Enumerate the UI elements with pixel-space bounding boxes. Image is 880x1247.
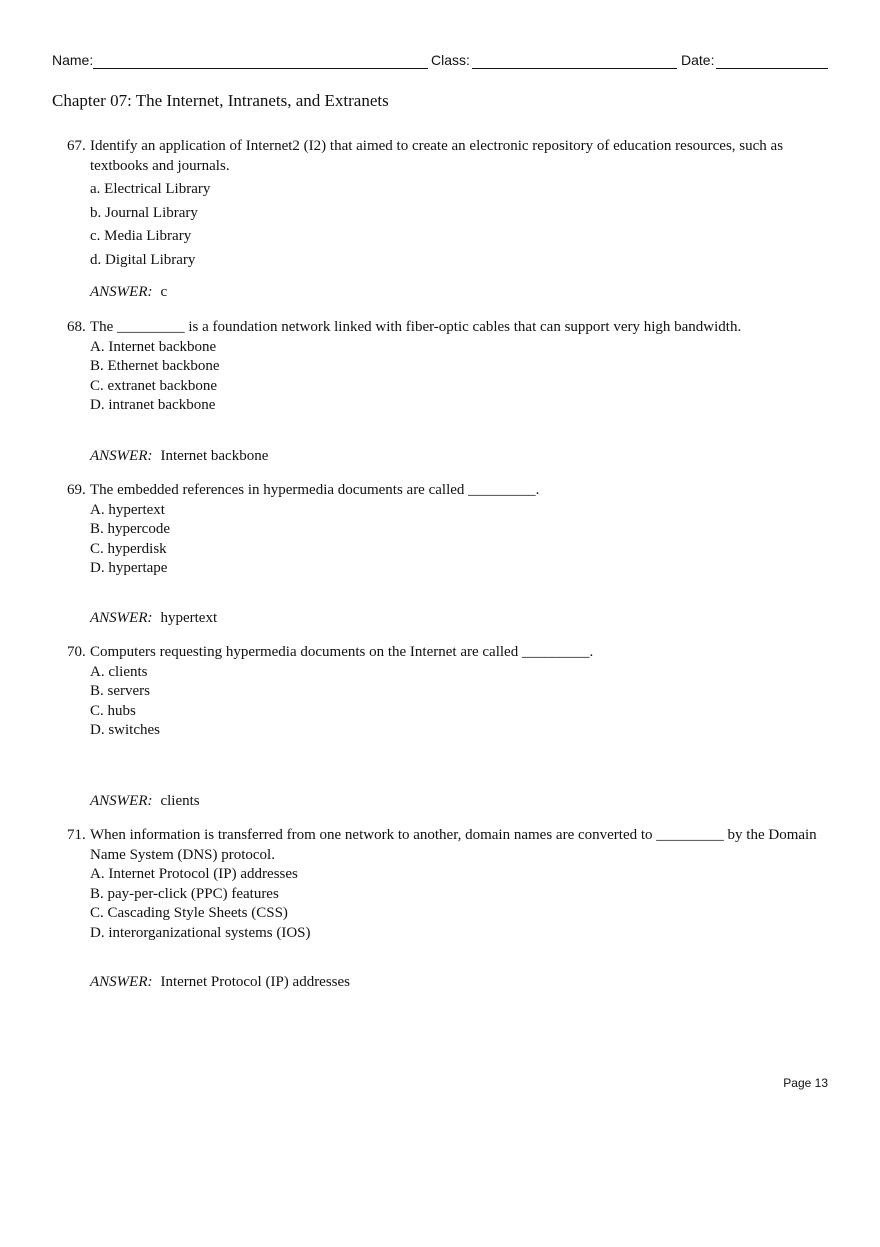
question-67 [67, 137, 835, 272]
question-70 [67, 643, 835, 741]
question-stem [67, 137, 835, 176]
question-number: 68. [67, 319, 86, 335]
option-a: a. Electrical Library [90, 181, 211, 197]
chapter-title: Chapter 07: The Internet, Intranets, and Extranets [52, 91, 389, 110]
answer-label: ANSWER: [90, 610, 153, 626]
option-b: B. hypercode [90, 521, 170, 537]
page-number: Page 13 [783, 1076, 828, 1090]
question-number: 70. [67, 644, 86, 660]
question-stem [67, 643, 835, 663]
answer-71 [90, 974, 350, 991]
option-b: b. Journal Library [90, 204, 198, 221]
option-c: C. hubs [90, 702, 136, 719]
option-d: D. interorganizational systems (IOS) [90, 924, 311, 941]
question-number: 71. [67, 827, 86, 843]
worksheet-header [52, 52, 828, 72]
class-label: Class: [431, 52, 470, 68]
question-stem [67, 481, 835, 501]
option-list [67, 663, 835, 741]
option-c: C. hyperdisk [90, 540, 167, 557]
option-list [67, 865, 835, 943]
name-blank-line [93, 68, 428, 69]
question-text: When information is transferred from one network to another, domain names are converted to _________ by the Domain Name System (DNS) protocol. [90, 827, 817, 863]
answer-67 [90, 284, 167, 301]
option-list [67, 178, 835, 272]
answer-value: Internet Protocol (IP) addresses [160, 974, 351, 990]
answer-label: ANSWER: [90, 974, 153, 990]
answer-label: ANSWER: [90, 793, 153, 809]
answer-value: c [160, 284, 168, 300]
option-list [67, 501, 835, 579]
question-text: Computers requesting hypermedia documents on the Internet are called _________. [90, 644, 594, 660]
question-text: The _________ is a foundation network linked with fiber-optic cables that can support very high bandwidth. [90, 319, 742, 335]
answer-value: hypertext [160, 610, 218, 626]
answer-69 [90, 610, 217, 627]
date-blank-line [716, 68, 828, 69]
answer-68 [90, 448, 268, 465]
option-d: D. intranet backbone [90, 397, 216, 413]
option-list [67, 338, 835, 416]
class-blank-line [472, 68, 677, 69]
question-stem [67, 826, 835, 865]
option-a: A. Internet Protocol (IP) addresses [90, 866, 298, 882]
option-b: B. Ethernet backbone [90, 358, 220, 374]
answer-70 [90, 793, 200, 810]
answer-value: clients [160, 793, 200, 809]
option-a: A. hypertext [90, 501, 165, 518]
answer-label: ANSWER: [90, 448, 153, 464]
question-69 [67, 481, 835, 579]
question-number: 69. [67, 482, 86, 498]
option-d: D. hypertape [90, 560, 168, 576]
question-68 [67, 318, 835, 416]
option-c: c. Media Library [90, 228, 192, 244]
option-b: B. servers [90, 683, 150, 699]
option-c: C. Cascading Style Sheets (CSS) [90, 905, 288, 921]
answer-label: ANSWER: [90, 284, 153, 300]
option-d: d. Digital Library [90, 251, 196, 268]
question-71 [67, 826, 835, 943]
answer-value: Internet backbone [160, 448, 269, 464]
question-number: 67. [67, 138, 86, 154]
question-stem [67, 318, 835, 338]
question-text: The embedded references in hypermedia documents are called _________. [90, 482, 540, 498]
option-a: A. clients [90, 663, 148, 680]
option-d: D. switches [90, 722, 160, 738]
option-a: A. Internet backbone [90, 338, 217, 355]
question-text: Identify an application of Internet2 (I2) that aimed to create an electronic repository of education resources, such as textbooks and journals. [90, 138, 784, 174]
date-label: Date: [681, 52, 715, 68]
option-c: C. extranet backbone [90, 377, 218, 394]
name-label: Name: [52, 52, 94, 68]
option-b: B. pay-per-click (PPC) features [90, 885, 279, 902]
